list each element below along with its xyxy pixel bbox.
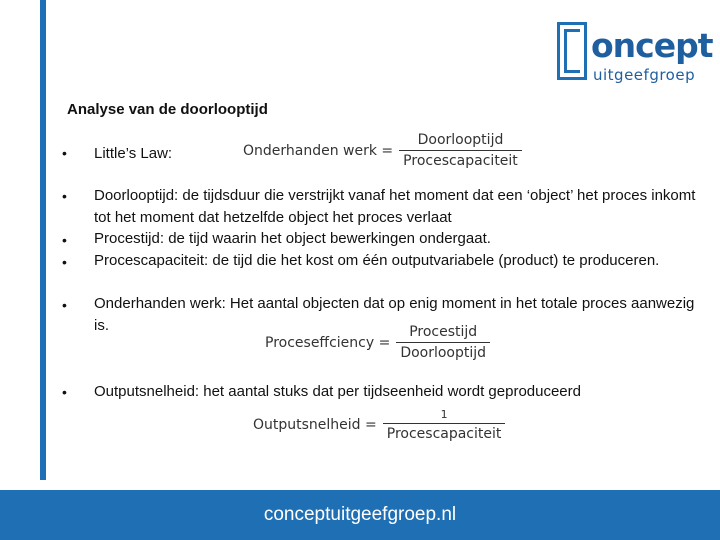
formula-littles-law: [243, 132, 522, 169]
formula-numerator: Procestijd: [409, 324, 478, 340]
formula-lhs: Onderhanden werk =: [243, 142, 394, 159]
footer-url[interactable]: conceptuitgeefgroep.nl: [263, 504, 457, 525]
bullet-dot: •: [62, 232, 67, 248]
logo-c-mark: [557, 22, 587, 80]
logo-sub-text: uitgeefgroep: [593, 66, 696, 84]
formula-denominator: Procescapaciteit: [383, 423, 506, 442]
bullet-dot: •: [62, 254, 67, 270]
formula-lhs: Proceseffciency =: [265, 334, 391, 351]
formula-numerator: Doorlooptijd: [417, 132, 504, 148]
formula-output-speed: [253, 408, 505, 442]
concept-logo: [553, 18, 713, 90]
formula-denominator: Procescapaciteit: [399, 150, 522, 169]
logo-main-text: oncept: [591, 26, 713, 65]
item-procestijd: Procestijd: de tijd waarin het object bewerkingen ondergaat.: [94, 230, 491, 247]
bullet-dot: •: [62, 188, 67, 204]
formula-denominator: Doorlooptijd: [396, 342, 490, 361]
footer-bar: [0, 490, 720, 540]
item-onderhanden-werk: Onderhanden werk: Het aantal objecten dat op enig moment in het totale proces aanwezig is.: [94, 295, 695, 334]
item-littles-law: Little’s Law:: [94, 145, 173, 162]
item-procescapaciteit: Procescapaciteit: de tijd die het kost om één outputvariabele (product) te produceren.: [94, 252, 660, 269]
bullet-dot: •: [62, 297, 67, 313]
slide-title: Analyse van de doorlooptijd: [67, 101, 268, 118]
formula-lhs: Outputsnelheid =: [253, 417, 377, 433]
formula-numerator: 1: [440, 408, 448, 421]
bullet-dot: •: [62, 145, 67, 161]
bullet-dot: •: [62, 384, 67, 400]
left-accent-bar: [40, 0, 46, 480]
formula-proces-efficiency: [265, 324, 490, 361]
item-outputsnelheid: Outputsnelheid: het aantal stuks dat per tijdseenheid wordt geproduceerd: [94, 383, 581, 400]
item-doorlooptijd: Doorlooptijd: de tijdsduur die verstrijkt vanaf het moment dat een ‘object’ het proces inkomt tot het moment dat hetzelfde object het proces verlaat: [94, 187, 696, 226]
